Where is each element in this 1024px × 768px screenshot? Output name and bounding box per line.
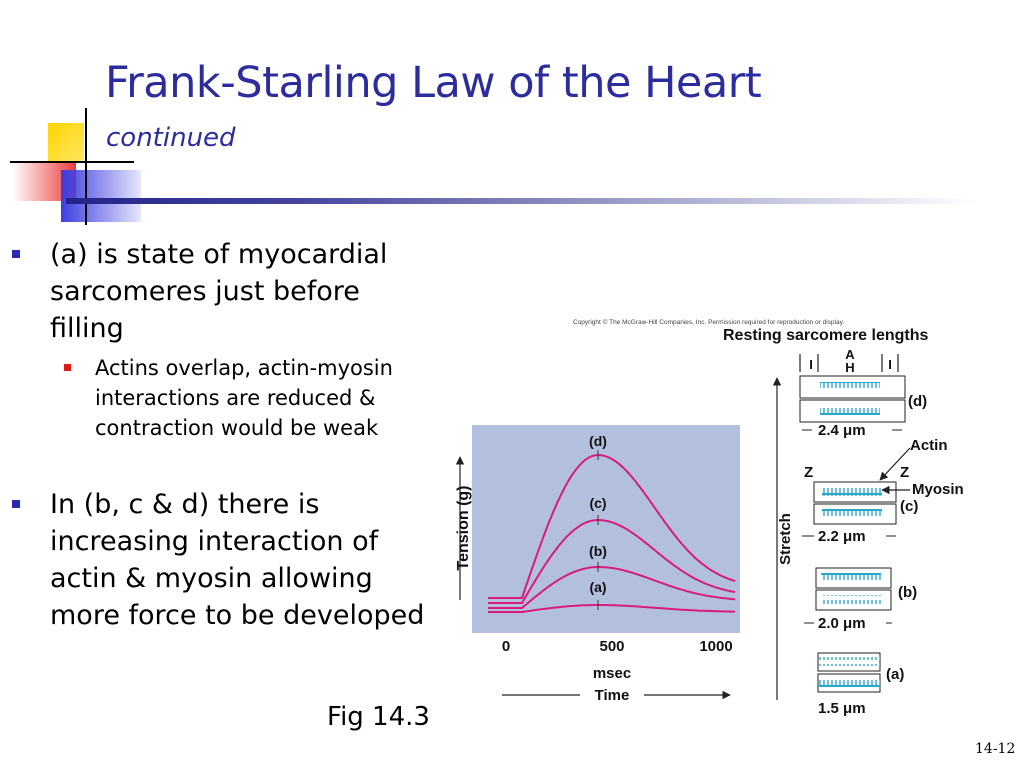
decor-horizontal-line (10, 161, 134, 163)
sarcomere-a (818, 653, 904, 717)
myosin-b-lower (821, 595, 881, 604)
bullet-item (50, 486, 440, 634)
i-band-label-right: I (888, 357, 892, 372)
actin-label: Actin (910, 437, 948, 454)
bullet-text: (a) is state of myocardial sarcomeres just before filling (50, 239, 388, 344)
slide-subtitle: continued (106, 123, 236, 153)
x-axis-unit: msec (592, 665, 632, 682)
x-axis-label: Time (594, 687, 630, 704)
curve-label-a: (a) (589, 579, 607, 595)
figure-14-3 (430, 310, 1005, 720)
length-label-b: 2.0 μm (818, 615, 866, 632)
i-band-label-left: I (809, 357, 813, 372)
sarcomere-b (804, 568, 917, 632)
myosin-b-upper (821, 573, 881, 582)
title-underline (66, 198, 976, 204)
decor-vertical-line (85, 108, 87, 225)
slide-number: 14-12 (975, 741, 1016, 757)
myosin-c-lower (822, 509, 882, 518)
sub-bullet-square-icon (64, 364, 71, 371)
figure-caption: Fig 14.3 (327, 702, 430, 732)
myosin-d-lower (820, 406, 880, 415)
z-line-label-left: Z (804, 464, 814, 481)
curve-label-d: (d) (589, 433, 607, 449)
length-label-d: 2.4 μm (818, 422, 866, 439)
curve-label-b: (b) (589, 543, 607, 559)
h-zone-label: H (845, 360, 855, 375)
decor-yellow-square (48, 123, 84, 163)
x-tick-0: 0 (501, 638, 511, 655)
state-label-c: (c) (900, 498, 919, 515)
sarcomere-diagram (723, 327, 964, 717)
state-label-b: (b) (898, 584, 918, 601)
state-label-d: (d) (908, 393, 928, 410)
z-line-label-right: Z (900, 464, 910, 481)
sub-bullet-text: Actins overlap, actin-myosin interactions are reduced & contraction would be weak (95, 356, 393, 440)
myosin-a-upper (818, 657, 880, 666)
state-label-a: (a) (886, 666, 905, 683)
a-band-label: A (845, 347, 855, 362)
x-tick-500: 500 (599, 638, 625, 655)
curve-label-c: (c) (589, 495, 607, 511)
bullet-square-icon (12, 500, 20, 508)
figure-svg (430, 310, 1005, 720)
sarcomere-d (800, 376, 927, 439)
y-axis-label: Tension (g) (455, 485, 472, 571)
myosin-a-lower (818, 678, 880, 687)
myosin-c-upper (822, 487, 882, 496)
length-label-c: 2.2 μm (818, 528, 866, 545)
myosin-label: Myosin (912, 481, 964, 498)
length-label-a: 1.5 μm (818, 700, 866, 717)
bullet-item (50, 236, 440, 347)
x-tick-1000: 1000 (699, 638, 733, 655)
copyright-notice: Copyright © The McGraw-Hill Companies, Inc. Permission required for reproduction or display. (573, 319, 845, 326)
sub-bullet-item (95, 353, 405, 443)
myosin-d-upper (820, 382, 880, 391)
tension-graph (455, 425, 740, 704)
bullet-text: In (b, c & d) there is increasing interaction of actin & myosin allowing more force to be developed (50, 489, 425, 631)
sarcomere-c (802, 482, 918, 545)
sarcomere-heading: Resting sarcomere lengths (723, 327, 929, 344)
stretch-label: Stretch (777, 513, 794, 565)
bullet-square-icon (12, 250, 20, 258)
slide-title: Frank-Starling Law of the Heart (105, 58, 762, 108)
decor-blue-square (61, 170, 141, 222)
